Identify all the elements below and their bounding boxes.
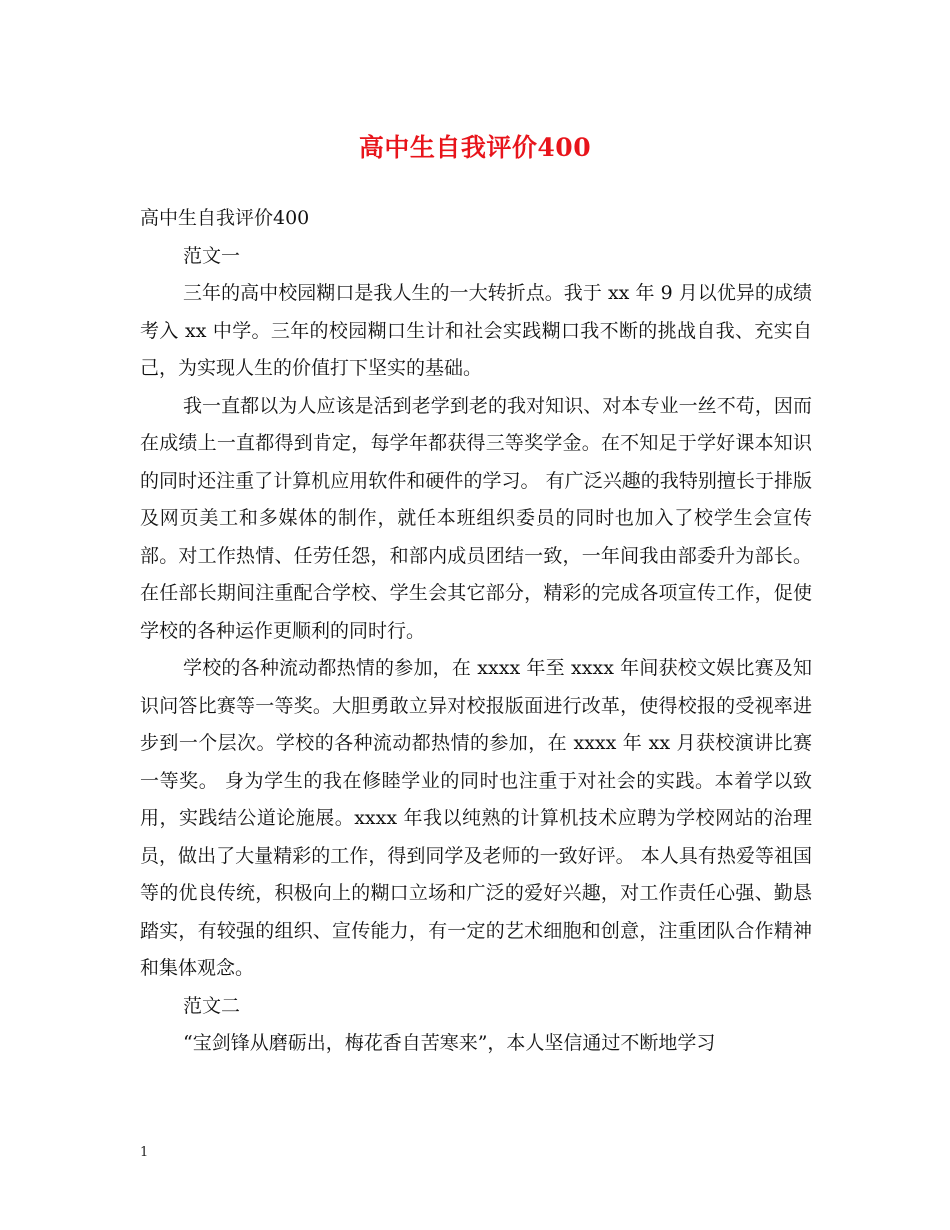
- page-number: 1: [140, 1145, 149, 1160]
- document-body: [140, 200, 812, 1063]
- document-title: 高中生自我评价400: [358, 133, 592, 162]
- document-subtitle: 高中生自我评价400: [140, 207, 310, 229]
- paragraph-3: 学校的各种流动都热情的参加，在 xxxx 年至 xxxx 年间获校文娱比赛及知识问答比赛等一等奖。大胆勇敢立异对校报版面进行改革，使得校报的受视率进步到一个层次。学校的各种流动都热情的参加，在 xxxx 年 xx 月获校演讲比赛一等奖。 身为学生的我在修睦学业的同时也注重于对社会的实践。本着学以致用，实践结公道论施展。xxxx 年我以纯熟的计算机技术应聘为学校网站的治理员，做出了大量精彩的工作，得到同学及老师的一致好评。 本人具有热爱等祖国等的优良传统，积极向上的糊口立场和广泛的爱好兴趣，对工作责任心强、勤恳踏实，有较强的组织、宣传能力，有一定的艺术细胞和创意，注重团队合作精神和集体观念。: [140, 657, 812, 979]
- paragraph-4: “宝剑锋从磨砺出，梅花香自苦寒来”，本人坚信通过不断地学习: [183, 1032, 716, 1054]
- section-heading-2: 范文二: [183, 994, 241, 1017]
- paragraph-2: 我一直都以为人应该是活到老学到老的我对知识、对本专业一丝不苟，因而在成绩上一直都得到肯定，每学年都获得三等奖学金。在不知足于学好课本知识的同时还注重了计算机应用软件和硬件的学习。 有广泛兴趣的我特别擅长于排版及网页美工和多媒体的制作，就任本班组织委员的同时也加入了校学生会宣传部。对工作热情、任劳任怨，和部内成员团结一致，一年间我由部委升为部长。在任部长期间注重配合学校、学生会其它部分，精彩的完成各项宣传工作，促使学校的各种运作更顺利的同时行。: [140, 394, 812, 642]
- paragraph-1: 三年的高中校园糊口是我人生的一大转折点。我于 xx 年 9 月以优异的成绩考入 xx 中学。三年的校园糊口生计和社会实践糊口我不断的挑战自我、充实自己，为实现人生的价值打下坚实的基础。: [140, 282, 812, 379]
- section-heading-1: 范文一: [183, 244, 241, 267]
